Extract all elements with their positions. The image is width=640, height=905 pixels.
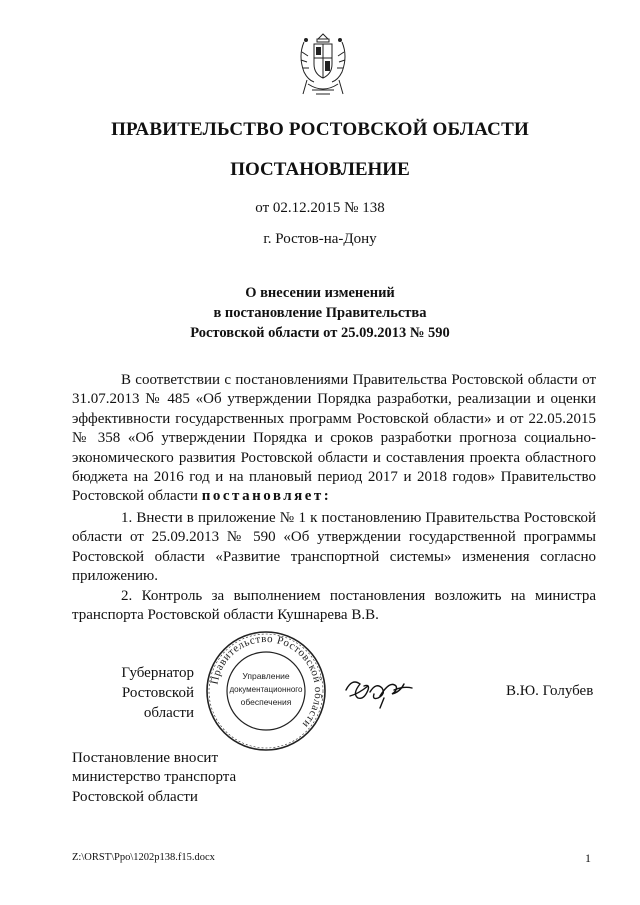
subject-line: О внесении изменений <box>245 285 395 301</box>
preamble-paragraph <box>72 371 596 507</box>
subject-line: Ростовской области от 25.09.2013 № 590 <box>190 325 450 341</box>
handwritten-signature-icon <box>340 668 420 712</box>
stamp-ring-text: Правительство Ростовской области <box>208 632 325 731</box>
resolves-word: постановляет: <box>201 488 332 505</box>
official-stamp-icon <box>204 629 328 753</box>
signatory-title-line: Губернатор <box>121 665 194 681</box>
document-date-number: от 02.12.2015 № 138 <box>255 200 385 216</box>
stamp-inner-line: документационного <box>229 685 303 694</box>
coat-of-arms-icon <box>294 30 352 102</box>
signatory-title-line: Ростовской области <box>121 685 194 721</box>
document-type-heading: ПОСТАНОВЛЕНИЕ <box>230 159 410 180</box>
subject-line: в постановление Правительства <box>213 305 427 321</box>
signatory-name: В.Ю. Голубев <box>506 683 594 699</box>
document-place: г. Ростов-на-Дону <box>263 231 377 247</box>
page-number: 1 <box>585 851 591 865</box>
submitted-by-line: Постановление вносит <box>72 750 219 766</box>
stamp-inner-line: Управление <box>242 671 290 681</box>
file-path: Z:\ORST\Ppo\1202p138.f15.docx <box>72 852 215 863</box>
resolution-item-2: 2. Контроль за выполнением постановления возложить на министра транспорта Ростовской области Кушнарева В.В. <box>72 587 596 624</box>
resolution-item-1: 1. Внести в приложение № 1 к постановлению Правительства Ростовской области от 25.09.2013 № 590 «Об утверждении государственной программы Ростовской области «Развитие транспортной системы» изменения согласно приложению. <box>72 510 596 585</box>
submitted-by-line: министерство транспорта <box>72 769 237 786</box>
preamble-text: В соответствии с постановлениями Правительства Ростовской области от 31.07.2013 № 485 «Об утверждении Порядка разработки, реализации и оценки эффективности государственных программ Ростовской области» и от 22.05.2015 № 358 «Об утверждении Порядка и сроков разработки прогноза социально-экономического развития Ростовской области и составления проекта областного бюджета на 2016 год и на плановый период 2017 и 2018 годов» Правительство Ростовской области <box>72 372 596 505</box>
submitted-by-line: Ростовской области <box>72 788 198 805</box>
submitted-by-note <box>72 749 236 807</box>
organization-title: ПРАВИТЕЛЬСТВО РОСТОВСКОЙ ОБЛАСТИ <box>111 119 529 140</box>
document-subject <box>0 283 640 343</box>
signatory-title <box>72 663 194 723</box>
stamp-inner-line: обеспечения <box>240 697 292 707</box>
resolution-items <box>72 509 596 625</box>
